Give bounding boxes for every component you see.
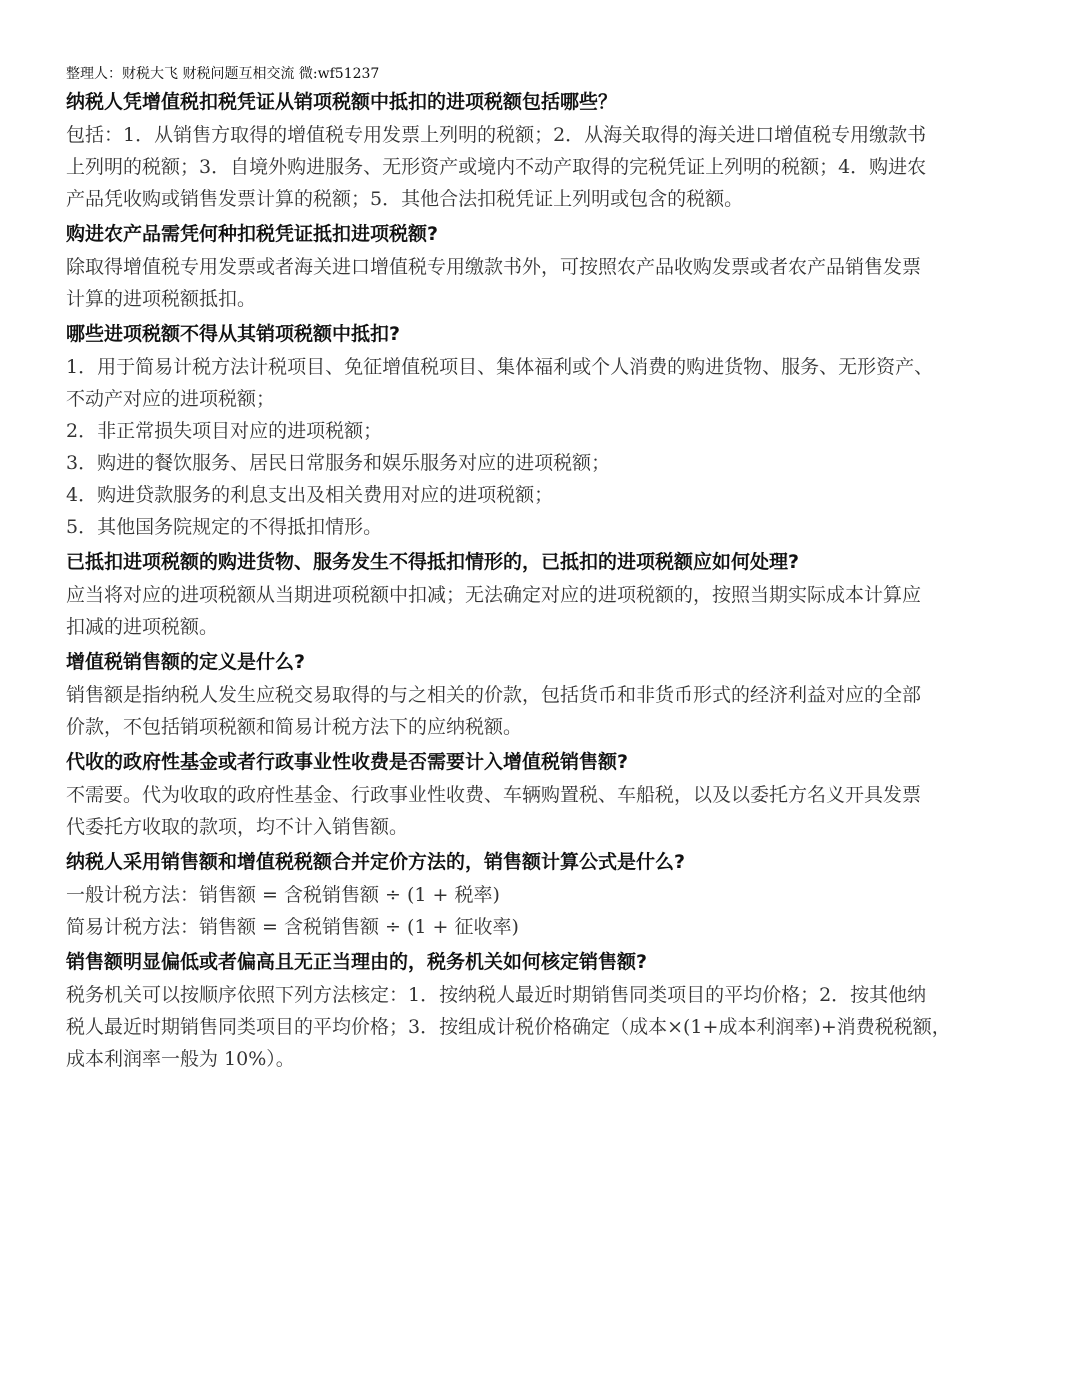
answer-line: 1．用于简易计税方法计税项目、免征增值税项目、集体福利或个人消费的购进货物、服务、无形资产、 <box>66 356 934 378</box>
answer-line: 应当将对应的进项税额从当期进项税额中扣减；无法确定对应的进项税额的，按照当期实际成本计算应 <box>66 584 922 606</box>
answer-line: 计算的进项税额抵扣。 <box>66 288 257 310</box>
answer-paragraph <box>66 250 1026 318</box>
question-heading: 购进农产品需凭何种扣税凭证抵扣进项税额? <box>66 223 439 245</box>
answer-line: 代委托方收取的款项，均不计入销售额。 <box>66 816 409 838</box>
answer-line: 税人最近时期销售同类项目的平均价格；3．按组成计税价格确定（成本×(1+成本利润率)+消费税税额， <box>66 1016 951 1038</box>
answer-paragraph <box>66 578 1026 646</box>
answer-line: 5．其他国务院规定的不得抵扣情形。 <box>66 516 383 538</box>
answer-paragraph <box>66 878 1026 946</box>
question-heading: 增值税销售额的定义是什么? <box>66 651 306 673</box>
answer-line: 不动产对应的进项税额； <box>66 388 276 410</box>
answer-line: 4．购进贷款服务的利息支出及相关费用对应的进项税额； <box>66 484 554 506</box>
header-note: 整理人：财税大飞 财税问题互相交流 微:wf51237 <box>66 66 380 82</box>
answer-line: 3．购进的餐饮服务、居民日常服务和娱乐服务对应的进项税额； <box>66 452 611 474</box>
answer-line: 不需要。代为收取的政府性基金、行政事业性收费、车辆购置税、车船税，以及以委托方名义开具发票 <box>66 784 922 806</box>
answer-paragraph <box>66 778 1026 846</box>
answer-paragraph <box>66 978 1026 1078</box>
answer-paragraph <box>66 678 1026 746</box>
answer-paragraph <box>66 118 1026 218</box>
answer-line: 上列明的税额；3．自境外购进服务、无形资产或境内不动产取得的完税凭证上列明的税额；4．购进农 <box>66 156 927 178</box>
question-heading: 哪些进项税额不得从其销项税额中抵扣? <box>66 323 401 345</box>
answer-line: 扣减的进项税额。 <box>66 616 219 638</box>
answer-line: 产品凭收购或销售发票计算的税额；5．其他合法扣税凭证上列明或包含的税额。 <box>66 188 744 210</box>
question-heading: 纳税人凭增值税扣税凭证从销项税额中抵扣的进项税额包括哪些？ <box>66 91 618 113</box>
answer-line: 成本利润率一般为 10%）。 <box>66 1048 295 1070</box>
formula-line: 简易计税方法：销售额 = 含税销售额 ÷ (1 + 征收率) <box>66 916 519 938</box>
answer-line: 包括：1．从销售方取得的增值税专用发票上列明的税额；2．从海关取得的海关进口增值税专用缴款书 <box>66 124 927 146</box>
question-heading: 纳税人采用销售额和增值税税额合并定价方法的，销售额计算公式是什么? <box>66 851 686 873</box>
answer-line: 税务机关可以按顺序依照下列方法核定：1．按纳税人最近时期销售同类项目的平均价格；2．按其他纳 <box>66 984 927 1006</box>
answer-line: 价款，不包括销项税额和简易计税方法下的应纳税额。 <box>66 716 523 738</box>
question-heading: 代收的政府性基金或者行政事业性收费是否需要计入增值税销售额? <box>66 751 629 773</box>
answer-line: 销售额是指纳税人发生应税交易取得的与之相关的价款，包括货币和非货币形式的经济利益对应的全部 <box>66 684 922 706</box>
document-page <box>66 64 1026 1078</box>
formula-line: 一般计税方法：销售额 = 含税销售额 ÷ (1 + 税率) <box>66 884 500 906</box>
question-heading: 销售额明显偏低或者偏高且无正当理由的，税务机关如何核定销售额? <box>66 951 648 973</box>
answer-line: 2．非正常损失项目对应的进项税额； <box>66 420 383 442</box>
question-heading: 已抵扣进项税额的购进货物、服务发生不得抵扣情形的，已抵扣的进项税额应如何处理? <box>66 551 800 573</box>
answer-paragraph <box>66 350 1026 546</box>
answer-line: 除取得增值税专用发票或者海关进口增值税专用缴款书外，可按照农产品收购发票或者农产品销售发票 <box>66 256 922 278</box>
